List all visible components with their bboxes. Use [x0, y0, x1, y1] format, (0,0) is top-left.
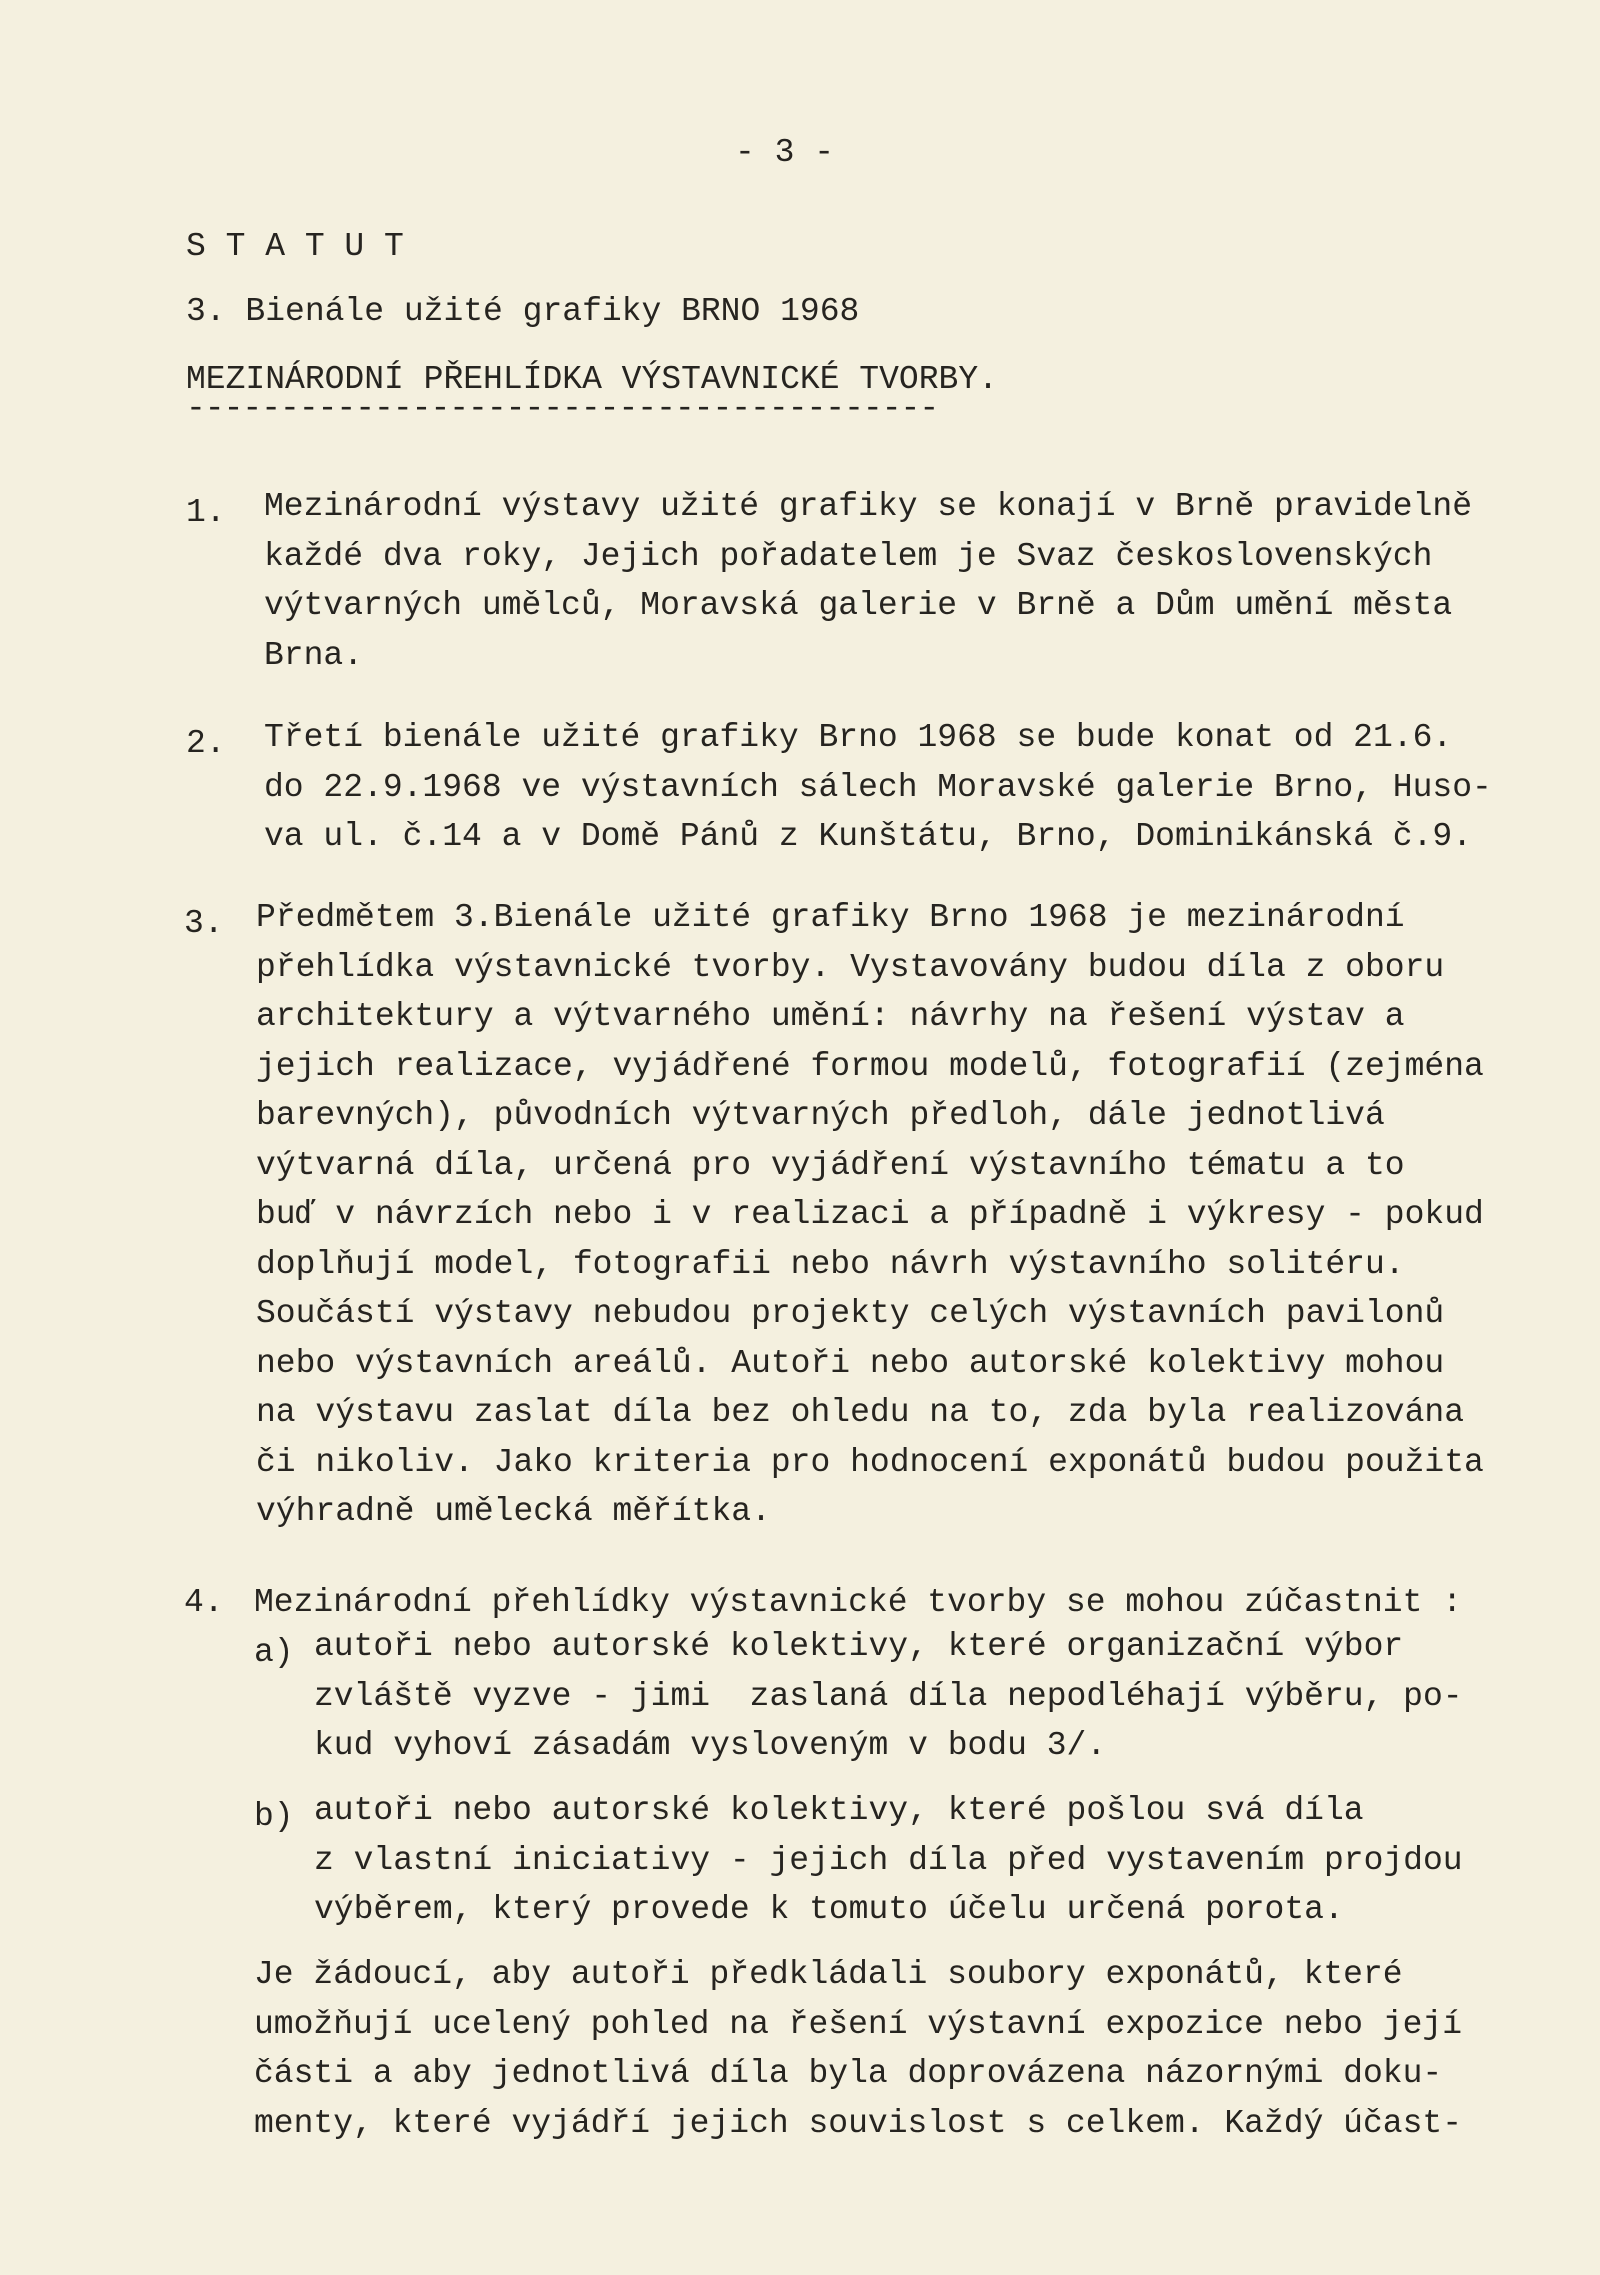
text-line: Je žádoucí, aby autoři předkládali soubory exponátů, které — [254, 1956, 1403, 1993]
section-1-text — [264, 488, 1472, 686]
text-line: přehlídka výstavnické tvorby. Vystavovány budou díla z oboru — [256, 948, 1445, 986]
section-2-text — [264, 719, 1492, 868]
section-3-text — [256, 899, 1484, 1543]
text-line: menty, které vyjádří jejich souvislost s celkem. Každý účast- — [254, 2104, 1462, 2142]
item-a-text — [314, 1628, 1463, 1777]
text-line: barevných), původních výtvarných předloh, dále jednotlivá — [256, 1097, 1385, 1134]
text-line: umožňují ucelený pohled na řešení výstavní expozice nebo její — [254, 2005, 1462, 2043]
text-line: z vlastní iniciativy - jejich díla před vystavením projdou — [314, 1841, 1463, 1879]
text-line: autoři nebo autorské kolektivy, které pošlou svá díla — [314, 1792, 1364, 1829]
text-line: Součástí výstavy nebudou projekty celých výstavních pavilonů — [256, 1295, 1445, 1332]
section-number: 4. — [184, 1584, 224, 1621]
text-line: jejich realizace, vyjádřené formou modelů, fotografií (zejména — [256, 1047, 1484, 1085]
page-number: - 3 - — [735, 134, 835, 171]
document-heading: MEZINÁRODNÍ PŘEHLÍDKA VÝSTAVNICKÉ TVORBY. — [186, 361, 998, 398]
heading-divider: ---------------------------------------- — [186, 390, 939, 427]
text-line: každé dva roky, Jejich pořadatelem je Svaz československých — [264, 537, 1433, 575]
section-number: 2. — [186, 725, 226, 762]
text-line: buď v návrzích nebo i v realizaci a případně i výkresy - pokud — [256, 1196, 1484, 1233]
document-subtitle: 3. Bienále užité grafiky BRNO 1968 — [186, 293, 860, 330]
text-line: autoři nebo autorské kolektivy, které organizační výbor — [314, 1628, 1404, 1665]
text-line: či nikoliv. Jako kriteria pro hodnocení exponátů budou použita — [256, 1443, 1484, 1481]
text-line: kud vyhoví zásadám vysloveným v bodu 3/. — [314, 1727, 1107, 1764]
text-line: nebo výstavních areálů. Autoři nebo autorské kolektivy mohou — [256, 1344, 1445, 1382]
text-line: Mezinárodní výstavy užité grafiky se konají v Brně pravidelně — [264, 488, 1472, 525]
text-line: výhradně umělecká měřítka. — [256, 1493, 771, 1530]
section-number: 1. — [186, 494, 226, 531]
item-label-a: a) — [254, 1634, 294, 1671]
text-line: výběrem, který provede k tomuto účelu určená porota. — [314, 1891, 1344, 1928]
section-number: 3. — [184, 905, 224, 942]
text-line: Brna. — [264, 636, 364, 674]
text-line: va ul. č.14 a v Domě Pánů z Kunštátu, Brno, Dominikánská č.9. — [264, 818, 1472, 855]
text-line: zvláště vyzve - jimi zaslaná díla nepodléhají výběru, po- — [314, 1677, 1463, 1715]
text-line: části a aby jednotlivá díla byla doprovázena názornými doku- — [254, 2055, 1443, 2092]
section-4-closing — [254, 1956, 1462, 2154]
text-line: doplňují model, fotografii nebo návrh výstavního solitéru. — [256, 1245, 1405, 1283]
text-line: do 22.9.1968 ve výstavních sálech Moravské galerie Brno, Huso- — [264, 768, 1492, 806]
text-line: architektury a výtvarného umění: návrhy na řešení výstav a — [256, 998, 1405, 1035]
text-line: na výstavu zaslat díla bez ohledu na to, zda byla realizována — [256, 1394, 1464, 1431]
text-line: výtvarných umělců, Moravská galerie v Brně a Dům umění města — [264, 587, 1453, 624]
item-label-b: b) — [254, 1798, 294, 1835]
text-line: Předmětem 3.Bienále užité grafiky Brno 1968 je mezinárodní — [256, 899, 1405, 936]
text-line: Třetí bienále užité grafiky Brno 1968 se bude konat od 21.6. — [264, 719, 1453, 756]
item-b-text — [314, 1792, 1463, 1941]
section-4-intro: Mezinárodní přehlídky výstavnické tvorby se mohou zúčastnit : — [254, 1584, 1462, 1621]
document-title: S T A T U T — [186, 228, 404, 265]
text-line: výtvarná díla, určená pro vyjádření výstavního tématu a to — [256, 1146, 1405, 1184]
